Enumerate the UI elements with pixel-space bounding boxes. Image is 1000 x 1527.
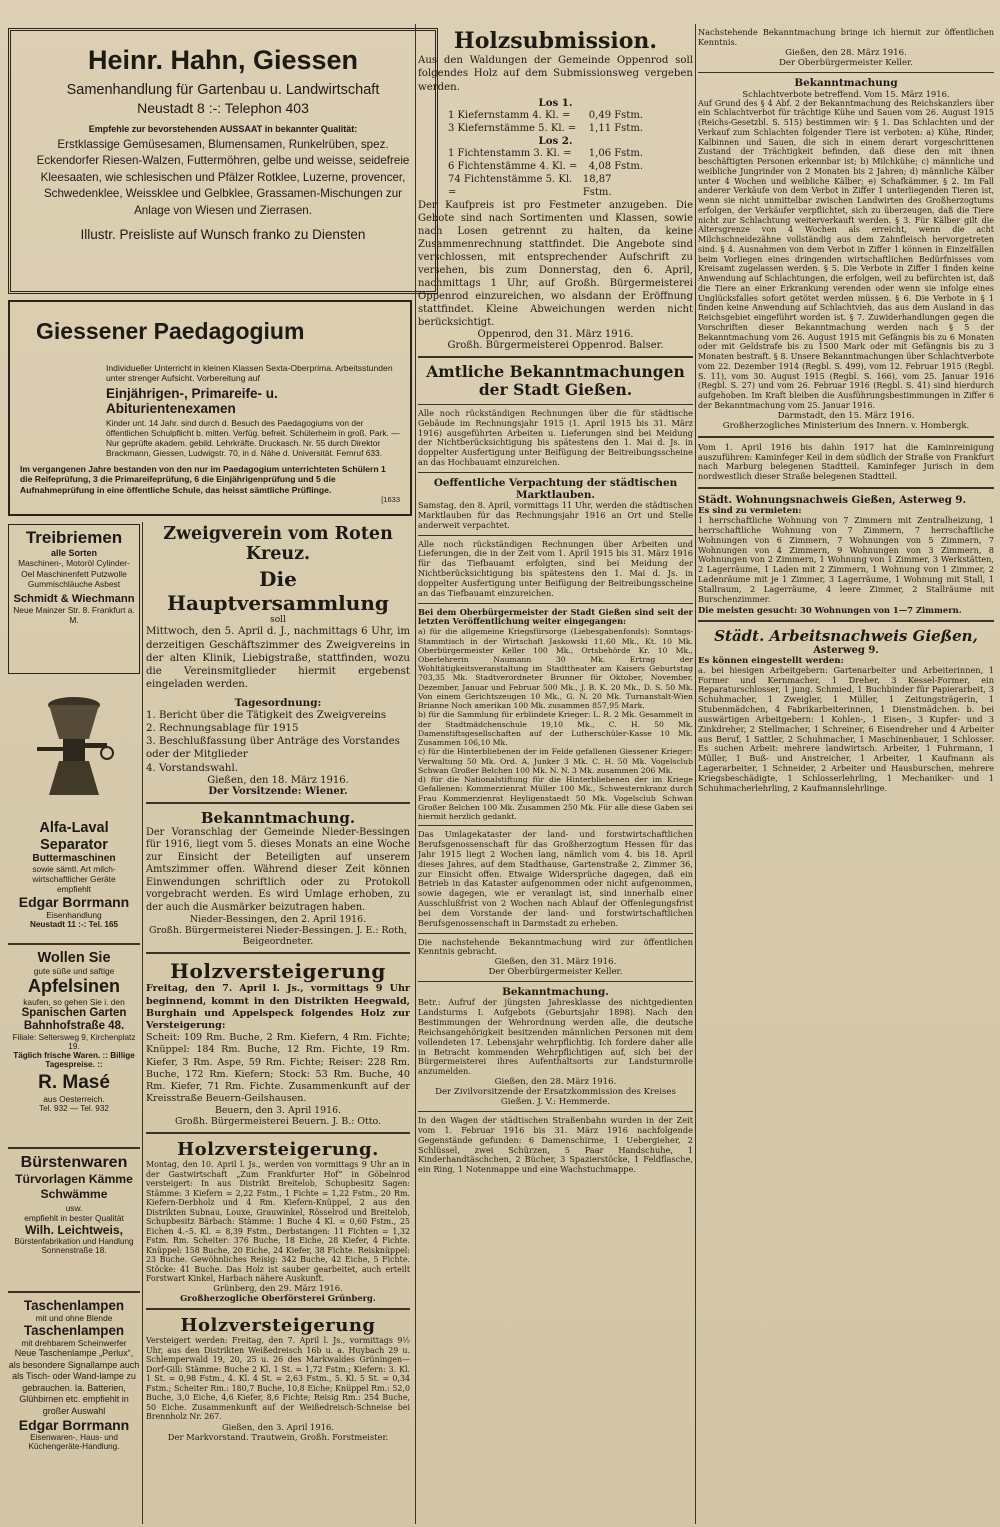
hahn-line1: Samenhandlung für Gartenbau u. Landwirtschaft (66, 82, 380, 98)
rk-agenda-item: 4. Vorstandswahl. (146, 762, 238, 774)
lamp-sub: mit und ohne Blende (35, 1313, 113, 1323)
lamp-firm: Edgar Borrmann (18, 1417, 130, 1434)
divider (8, 943, 140, 945)
los-row (448, 173, 643, 199)
separator-machine-icon (19, 681, 129, 811)
lamp-body: Neue Taschenlampe „Perlux“, als besondere Signallampe auch als Tisch- oder Wand-lampe zu gebrauchen. Ia. Batterien, Glühbirnen etc. empfiehlt in großer Auswahl (8, 1348, 140, 1416)
bek-title: Bekanntmachung. (200, 808, 356, 827)
divider (8, 1291, 140, 1293)
rk-title: Zweigverein vom Roten Kreuz. (163, 524, 393, 565)
arb-body: a. bei hiesigen Arbeitgebern: Gartenarbeiter und Arbeiterinnen, 1 Former und Kernmacher, 1 Dreher, 3 Kessel-Former, ein Reparaturschlosser, 1 jung. Schmied, 1 Buchbinder für Papierarbeit, 3 Schuhmacher, 1 Zweigler, 1 Müller, 1 Zeitungsträgerin, 1 Stubenmädchen, 4 Fabrikarbeiterinnen, 1 Dienstmädchen. b. bei auswärtigen Arbeitgebern: 1 Kohlen-, 1 Eisen-, 3 Kupfer- und 3 Zinkdreher, 2 Stellmacher, 1 Schreiner, 6 Eisendreher und 4 Arbeiter aus Beruf, 1 Sattler, 2 Schuhmacher, 1 Maschinenbauer, 1 Schlosser. Es suchen Arbeit: mehrere landwirtsch. Arbeiter, 1 Fuhrmann, 1 Müller, 1 Buß- und Anstreicher, 1 Arbeiter, 1 Kaufmann als Lagerarbeiter, 1 Schneider, 2 Arbeiter und Hausburschen, mehrere Kriegsbeschädigte, 1 Schlosserlehrling, 1 Mechaniker- und 1 Schuhmacherlehrling, 2 Kaufmannslehrlinge. (698, 664, 994, 793)
hv3-date: Gießen, den 3. April 1916. (221, 1421, 335, 1432)
top-date: Gießen, den 28. März 1916. (785, 47, 907, 58)
mase-sub: aus Oesterreich. (43, 1094, 105, 1105)
hv2-title: Holzversteigerung. (177, 1139, 379, 1161)
burst-title: Bürstenwaren (20, 1154, 128, 1171)
los1-table (418, 109, 693, 135)
divider (418, 1111, 693, 1112)
hv1-sig: Großh. Bürgermeisterei Beuern. J. B.: Otto. (174, 1116, 382, 1128)
los1-label: Los 1. (538, 96, 573, 109)
buerstenwaren-ad (8, 1154, 140, 1286)
alfa-sub: Buttermaschinen (32, 853, 116, 865)
am-notice-2: Samstag, den 8. April, vormittags 11 Uhr, werden die städtischen Marktlauben für das Rechnungsjahr 1916 an Ort und Stelle anderweit verpachtet. (418, 500, 693, 530)
rk-body: Mittwoch, den 5. April d. J., nachmittags 6 Uhr, im derzeitigen Geschäftszimmer des Zweigvereins in der alten Klinik, Liebigstraße, stattfinden, wozu die Vereinsmitglieder hiermit ergebenst eingeladen werden. (146, 626, 410, 691)
alfa-rec: empfiehlt (57, 884, 91, 895)
bek2-sig: Der Zivilvorsitzende der Ersatzkommission des Kreises Gießen. J. V.: Hemmerde. (435, 1087, 676, 1108)
c4-bek-sub: Schlachtverbote betreffend. Vom 15. März 1916. (742, 88, 950, 99)
c4-bek-body: Auf Grund des § 4 Abf. 2 der Bekanntmachung des Reichskanzlers über ein Schlachtverbot für trächtige Kühe und Sauen vom 26. August 1915 (Reichs-Gesetzbl. S. 515) bestimmen wir: § 1. Das Schlachten und der Verkauf zum Schlachten folgender Tiere ist verboten: a) Kühe, Rinder, Kalbinnen und Sauen, die sich in einem derart vorgeschrittenen Zustand der Trächtigkeit befinden, daß diese den mit ihnen beschäftigten Personen erkennbar ist; b) Milchkühe; c) männliche und weibliche Jungrinder von 2 Monaten bis 2 Jahren; d) männliche Kälber unter 4 Wochen und weibliche Kälber; e) Schafkämmer. § 2. Im Fall anderer Verkäufe von dem Verbot in Ziffer 1 unterliegenden Tieren ist, wenn sie nicht unmittelbar zwischen Landwirten des Großherzogtums erfolgen, der Verkäufer verpflichtet, sich zu überzeugen, daß die Tiere nicht zur Schlachtung weiterverkauft werden. § 3. Für Kälber gilt die Altersgrenze von 4 Wochen als erreicht, wenn die acht Milchschneidezähne vollständig aus dem Zahnfleisch hervorgetreten sind. § 4. Ausnahmen von dem Verbot in Ziffer 1 können in Einzelfällen beim Vorliegen eines dringenden wirtschaftlichen Bedürfnisses vom Kreisamt zugelassen werden. § 5. Die Verbote in Ziffer 1 finden keine Anwendung auf Schlachtungen, die erfolgen, weil zu befürchten ist, daß die Tiere an einer Erkrankung verenden oder wenn sie infolge eines Unglücksfalles sofort getötet werden müssen. § 6. Die Verbote in § 1 finden keine Anwendung auf Schlachtvieh, das aus dem Ausland in das Reichsgebiet eingeführt worden ist. § 7. Zuwiderhandlungen gegen die Vorschriften dieser Bekanntmachung werden nach § 5 der Bekanntmachung vom 26. August 1915 mit Gefängnis bis zu 6 Monaten oder mit Geldstrafe bis zu 1500 Mark oder mit Gefängnis bis zu 3 Monaten bestraft. § 8. Unsere Bekanntmachungen über Schlachtverbote vom 22. Dezember 1914 (Regbl. S. 499), vom 12. Februar 1915 (Regbl. S. 11), vom 30. August 1915 (Regbl. S. 166), vom 25. Januar 1916 (Regbl. S. 27) und vom 26. Februar 1916 (Regbl. S. 41) sind hierdurch aufgehoben. Im Kraft bleiben die Ausführungsbestimmungen in Ziffer 6 der Bekanntmachung vom 25. Januar 1916. (698, 98, 994, 410)
rk-soll: soll (270, 615, 286, 626)
alfa-body: sowie sämtl. Art milch-wirtschaftlicher Geräte (32, 864, 116, 885)
column-rule (415, 24, 416, 1524)
divider (418, 981, 693, 982)
hv3-body: Versteigert werden: Freitag, den 7. April l. Js., vormittags 9½ Uhr, aus den Distrikten Weißedreisch 16b u. a. Huybach 29 u. Schlemperwald 19, 20, 25 u. 26 des Markwaldes Grüningen—Dorf-Gill: Stämme: Buche 2 Kl. 1 St. = 1,72 Fstm.; Kiefern: 3. Kl. 1 St. = 0,98 Fstm., 4. Kl. 4 St. = 2,63 Fstm., 5. Kl. 5 St. = 0,34 Fstm.; Scheiter Rm.: 180,7 Buche, 10,8 Eiche; Knüppel Rm.: 52,0 Buche, 3,0 Eiche, 4,6 Kiefer, 8,6 Fichte; Reisig Rm.: 254 Buche, 50 Eiche. Zusammenkunft auf der Weißedreisch-Schneise bei Brennholz Nr. 267. (146, 1336, 410, 1422)
am-notice-4: a) für die allgemeine Kriegsfürsorge (Liebesgabenfonds): Sonntags-Stammtisch in der Wirtschaft Jaskowski 11,60 Mk., Kt. 10 Mk. Oberbürgermeister Keller 100 Mk., Ortsbehörde Kr. 10 Mk., Oberlehrerin Naumann 30 Mk. Ertrag der Wohltätigkeitsveranstaltung im Stadttheater am Kaisers Geburtstag 703,35 Mk. Stadtverordneter Brunner für Oktober, November, Dezember, Januar und Februar 500 Mk., J. B. K. 20 Mk., D. S. 50 Mk. Von einem Gerichtszeugen 10 Mk., G. N. 20 Mk. Turnanstalt-Wien Brianne Noch amerikan 100 Mk. zusammen 857,95 Mark. (418, 627, 693, 711)
paed-title: Giessener Paedagogium (36, 318, 305, 344)
apfelsinen-ad (8, 950, 140, 1142)
hahn-advertisement (8, 28, 438, 294)
hs-body: Aus den Waldungen der Gemeinde Oppenrod soll folgendes Holz auf dem Submissionsweg vergeben werden. (418, 55, 693, 93)
divider (418, 404, 693, 405)
treib-title: Treibriemen (25, 528, 123, 547)
divider (698, 436, 994, 438)
los-item: 1 Kiefernstamm 4. Kl. = (448, 109, 571, 121)
am-notice-8: Das Umlagekataster der land- und forstwirtschaftlichen Berufsgenossenschaft für das Großherzogtum Hessen für das Jahr 1915 liegt 2 Wochen lang, nämlich vom 4. bis 18. April dieses Jahres, auf dem Stadthause, Gartenstraße 2, Zimmer 36, zur Einsicht offen. Etwaige Widersprüche dagegen, daß ein Betrieb in das Kataster aufgenommen oder nicht aufgenommen, sowie dagegen, wie er veranlagt ist, sind innerhalb einer Ausschlußfrist von 2 Wochen nach Ablauf der Offenlegungsfrist bei dem Vorstande der land- und forstwirtschaftlichen Berufsgenossenschaft in Darmstadt zu erheben. (418, 829, 693, 928)
burst-usw: usw. (65, 1202, 83, 1213)
top-notice: Nachstehende Bekanntmachung bringe ich hiermit zur öffentlichen Kenntnis. (698, 28, 994, 47)
am9-sig: Der Oberbürgermeister Keller. (488, 967, 623, 978)
rk-agenda-item: 3. Beschlußfassung über Anträge des Vorstandes oder der Mitglieder (146, 736, 400, 761)
rein-notice: Vom 1. April 1916 bis dahin 1917 hat die Kaminreinigung auszuführen: Kaminfeger Keil in dem südlich der Straße von Frankfurt nach Marburg belegenen Stadtteil. Kaminfeger Jurisch in dem nordwestlich dieser Straße belegenen Stadtteil. (698, 441, 994, 482)
los-item: 74 Fichtenstämme 5. Kl. = (448, 173, 573, 198)
los-volume: 1,11 Fstm. (588, 122, 643, 134)
burst-addr: Bürstenfabrikation und Handlung Sonnenstraße 18. (14, 1236, 134, 1255)
hv2-sig: Großherzogliche Oberförsterei Grünberg. (180, 1293, 376, 1304)
arb-addr: Asterweg 9. (813, 644, 879, 656)
los2-label: Los 2. (538, 134, 573, 147)
burst-items: Türvorlagen Kämme Schwämme (15, 1172, 133, 1202)
treib-addr: Neue Mainzer Str. 8. Frankfurt a. M. (13, 604, 135, 625)
hv1-date: Beuern, den 3. April 1916. (214, 1105, 342, 1117)
am-notice-7: d) für die Nationalstiftung für die Hinterbliebenen der im Kriege Gefallenen: Kommerzienrat Müller 100 Mk., Schwesternkranz durch Frau Kommerzienrat Heyligenstaedt 50 Mk. Vogelsclub Schwan Großer Belchen 100 Mk. Zusammen 250 Mk. Für alle diese Gaben sei hiermit herzlich gedankt. (418, 775, 693, 821)
divider (418, 356, 693, 358)
treib-firm: Schmidt & Wiechmann (13, 592, 135, 605)
paed-intro: Individueller Unterricht in kleinen Klassen Sexta-Oberprima. Arbeitsstunden unter strenger Aufsicht. Vorbereitung auf (106, 363, 393, 384)
am-title: Amtliche Bekanntmachungen der Stadt Gießen. (426, 361, 685, 400)
am-notice-6: c) für die Hinterbliebenen der im Felde gefallenen Giessener Krieger: Verwaltung 50 Mk. Ord. A. Junker 3 Mk. C. H. 50 Mk. Vogelsclub Schwan Großer Belchen 100 Mk. N. N. 3 Mk. zusammen 206 Mk. (418, 747, 693, 775)
alfa-title: Alfa-Laval Separator (39, 820, 109, 853)
am-notice-5: b) für die Sammlung für erblindete Krieger: L. R. 2 Mk. Gesammelt in der Stadtmädchenschule 19,10 Mk., C. H. 50 Mk. Damenstiftsgesellschaften auf der Lutherschüler-Kasse 10 Mk. Zusammen 106,10 Mk. (418, 710, 693, 748)
rk-agenda-item: 1. Bericht über die Tätigkeit des Zweigvereins (146, 709, 387, 721)
alfa-addr: Eisenhandlung (46, 910, 102, 921)
divider (698, 487, 994, 489)
hv3-title: Holzversteigerung (180, 1315, 376, 1337)
los-volume: 1,06 Fstm. (588, 147, 643, 159)
column-rule (142, 522, 143, 1524)
divider (698, 72, 994, 73)
hs-title: Holzsubmission. (453, 28, 658, 54)
lamp-addr: Eisenwaren-, Haus- und Küchengeräte-Handlung. (28, 1433, 120, 1452)
los2-table (418, 147, 693, 199)
los-item: 6 Fichtenstämme 4. Kl. = (448, 160, 578, 172)
los-volume: 0,49 Fstm. (588, 109, 643, 121)
wohn-title: Städt. Wohnungsnachweis Gießen, Asterweg 9. (698, 494, 967, 507)
paed-ref: [1633 (381, 495, 400, 505)
divider (146, 1132, 410, 1134)
mase-tel: Tel. 932 — Tel. 932 (39, 1104, 109, 1114)
hv2-date: Grünberg, den 29. März 1916. (213, 1283, 343, 1294)
paed-exams: Einjährigen-, Primareife- u. Abiturientenexamen (106, 385, 278, 416)
hs-sig: Großh. Bürgermeisterei Oppenrod. Balser. (447, 339, 664, 351)
wohn-sub: Es sind zu vermieten: (698, 506, 802, 517)
alfa-firm: Edgar Borrmann (18, 894, 130, 911)
divider (418, 603, 693, 604)
arb-title: Städt. Arbeitsnachweis Gießen, (714, 626, 978, 645)
wohn-body: 1 herrschaftliche Wohnung von 7 Zimmern mit Zentralheizung, 1 herrschaftliche Wohnung von 7 Zimmern, 7 herrschaftliche Wohnungen von 6 Zimmern, 7 Wohnungen von 5 Zimmern, 7 Wohnungen von 4 Zimmern, 9 Wohnungen von 3 Zimmern, 8 Wohnungen von 2 Zimmern, 1 Wohnung von 1 Zimmer, 3 Werkstätten, 2 Lagerräume, 1 Laden mit 2 Zimmern, 1 Wohnung von 1 Zimmer, 2 Ladenräume mit je 1 Zimmer, 3 Lagerräume, 1 Wohnung mit Stall, 1 Stallraum, 2 Lagerräume, 4 leere Zimmer, 2 Stallräume mit Burschenzimmer. (698, 515, 994, 604)
apf-filiale: Filiale: Seltersweg 9, Kirchenplatz 19. (12, 1033, 136, 1052)
paedagogium-advertisement (8, 300, 412, 516)
left-ads-column (8, 524, 140, 1524)
los-row (448, 147, 643, 160)
bek-body: Der Voranschlag der Gemeinde Nieder-Bessingen für 1916, liegt vom 5. dieses Monats an eine Woche zur Einsicht der Beteiligten auf unserem Amtszimmer offen. Während dieser Zeit können Einwendungen schriftlich oder zu Protokoll vorgebracht werden. Es wird Umlage erhoben, zu der auch die Ausmärker beizutragen haben. (146, 826, 410, 913)
taschenlampen-ad (8, 1298, 140, 1498)
column-rule (695, 24, 696, 1524)
los-row (448, 109, 643, 122)
treib-sub: alle Sorten (50, 548, 97, 558)
treib-body: Maschinen-, Motoröl Cylinder-Oel Maschinenfett Putzwolle Gummischläuche Asbest (18, 558, 130, 589)
divider (146, 1308, 410, 1310)
hv1-body: Freitag, den 7. April l. Js., vormittags 9 Uhr beginnend, kommt in den Distrikten Heegwald, Burghain und Appelspeck folgendes Holz zur Versteigerung: (146, 983, 410, 1031)
fund-notice: In den Wagen der städtischen Straßenbahn wurden in der Zeit vom 1. Februar 1916 bis 31. März 1916 nachfolgende Gegenstände gefunden: 6 Damenschirme, 1 Uebergieher, 2 Schlüssel, zwei Schürzen, 5 Paar Handschuhe, 1 Kinderhandtäschchen, 2 Bücher, 3 Spazierstöcke, 1 Feldflasche, ein Ring, 1 Notenmappe und eine Wachstuchmappe. (418, 1115, 693, 1175)
hahn-line3: Empfehle zur bevorstehenden AUSSAAT in bekannter Qualität: (88, 124, 358, 134)
am-notice-1: Alle noch rückständigen Rechnungen über die für städtische Gebäude im Rechnungsjahr 1915 (1. April 1915 bis 31. März 1916) ausgeführten Arbeiten u. Lieferungen sind bei Meidung der Nichtberücksichtigung bis spätestens den 1. Mai d. Js. in doppelter Ausfertigung unter Beifügung der Beitreibungsscheine an das Hochbauamt einzureichen. (418, 407, 693, 468)
divider (146, 952, 410, 954)
am-notice-9: Die nachstehende Bekanntmachung wird zur öffentlichen Kenntnis gebracht. (418, 936, 693, 957)
los-item: 1 Fichtenstamm 3. Kl. = (448, 147, 572, 159)
hahn-line2: Neustadt 8 :-: Telephon 403 (137, 100, 309, 116)
burst-body: empfiehlt in bester Qualität (24, 1212, 124, 1223)
divider (418, 535, 693, 536)
c4-bek-date: Darmstadt, den 15. März 1916. (777, 410, 915, 421)
bek2-date: Gießen, den 28. März 1916. (494, 1077, 617, 1088)
burst-firm: Wilh. Leichtweis, (24, 1222, 124, 1237)
hv3-sig: Der Markvorstand. Trautwein, Großh. Forstmeister. (167, 1431, 389, 1442)
bek-date: Nieder-Bessingen, den 2. April 1916. (189, 914, 367, 926)
paed-result: Im vergangenen Jahre bestanden von den nur im Paedagogium unterrichteten Schülern 1 die Reifeprüfung, 3 die Primareifeprüfung, 6 die Einjährigenprüfung und 5 die Aufnahmeprüfung in eine öffentliche Schule, das heisst sämtliche Prüflinge. (20, 463, 386, 495)
hv2-body: Montag, den 10. April l. Js., werden von vormittags 9 Uhr an in der Gastwirtschaft „Zum Frankfurter Hof“ in Göbelnrod versteigert: In aus Distrikt Breitelob, Schupbesitz Sagen: Stämme: 3 Kiefern = 2,22 Fstm., 1 Fichte = 1,22 Fstm., 20 Rm. Kiefern-Derbholz und 4 Rm. Kiefern-Knüppel, 2 aus den Distrikten Subnau, Louxe, Grauwinkel, Rösselrod und Breitelob, Schupbesitz Bärbach: Stämme: 1 Buche 4 Kl. = 0,60 Fstm., 25 Eichen 4.–5. Kl. = 8,39 Fstm., Derbstangen: 11 Fichten = 1,32 Fstm. Rm. Scheiter: 376 Buche, 18 Eiche, 28 Kiefer, 4 Fichte. Knüppel: 158 Buche, 20 Eiche, 24 Kiefer, 38 Fichte. Reisknüppel: 23 Buche. Gewöhnliches Reisig: 342 Buche, 42 Eiche, 5 Fichte. Stöcke: 41 Buche. Das Holz ist sauber gearbeitet, auch erteilt Forstwart Kinkel, Harbach nähere Auskunft. (146, 1160, 410, 1283)
alfa-tel: Neustadt 11 :-: Tel. 165 (29, 920, 119, 930)
los-row (448, 122, 643, 135)
bek-sig: Großh. Bürgermeisterei Nieder-Bessingen. J. E.: Roth, Beigeordneter. (149, 925, 407, 948)
lamp-title2: Taschenlampen (23, 1323, 125, 1338)
hv1-list: Scheit: 109 Rm. Buche, 2 Rm. Kiefern, 4 Rm. Fichte; Knüppel: 184 Rm. Buche, 12 Rm. Fichte, 19 Rm. Kiefer, 3 Rm. Aspe, 59 Rm. Fichte; Reiser: 228 Rm. Buche, 172 Rm. Kiefern; Stock: 53 Rm. Buche, 40 Rm. Kiefer, 71 Rm. Fichte. Zusammenkunft auf der Kreisstraße Beuern-Geilshausen. (146, 1032, 410, 1105)
divider (418, 472, 693, 473)
apf-extra: Täglich frische Waren. :: Billige Tagespreise. :: (13, 1051, 135, 1070)
lamp-title: Taschenlampen (23, 1298, 125, 1313)
rk-sig: Der Vorsitzende: Wiener. (208, 785, 348, 797)
mase-name: R. Masé (38, 1072, 110, 1094)
top-sig: Der Oberbürgermeister Keller. (779, 57, 913, 68)
am2-title: Oeffentliche Verpachtung der städtischen Marktlauben. (433, 477, 678, 501)
rk-agenda-item: 2. Rechnungsablage für 1915 (146, 722, 299, 734)
c4-bek-sig: Großherzogliches Ministerium des Innern. v. Hombergk. (722, 420, 970, 431)
rk-agenda-title: Tagesordnung: (234, 696, 322, 709)
divider (418, 825, 693, 826)
bek2-title: Bekanntmachung. (502, 986, 609, 999)
am-notice-3: Alle noch rückständigen Rechnungen über Arbeiten und Lieferungen, die in der Zeit vom 1. April 1915 bis 31. März 1916 für das Tiefbauamt erfolgten, sind bei Meidung der Nichtberücksichtigung bis spätestens den 1. Mai d. Js. in doppelter Ausfertigung unter Beifügung der Beitreibungsscheine an das Tiefbauamt einzureichen. (418, 538, 693, 598)
hahn-name: Heinr. Hahn, Giessen (87, 45, 359, 75)
los-row (448, 160, 643, 173)
am4-title: Bei dem Oberbürgermeister der Stadt Gießen sind seit der letzten Veröffentlichung weiter eingegangen: (418, 606, 693, 627)
apf-head: Wollen Sie (37, 950, 111, 966)
hs-text: Der Kaufpreis ist pro Festmeter anzugeben. Die Gebote sind nach Sortimenten und Klassen, sowie nach Losen getrennt zu halten, da keine Zusammenrechnung stattfindet. Die Angebote sind verschlossen, mit entsprechender Aufschrift zu versehen, bis zum Donnerstag, den 6. April, nachmittags 1 Uhr, auf Großh. Bürgermeisterei Oppenrod einzureichen, wo alsdann der Eröffnung stattfindet. Kleine Abweichungen werden nicht berücksichtigt. (418, 199, 693, 328)
hv1-title: Holzversteigerung (170, 959, 386, 984)
apf-body: kaufen, so gehen Sie i. den (23, 997, 125, 1007)
los-item: 3 Kiefernstämme 5. Kl. = (448, 122, 577, 134)
arb-sub: Es können eingestellt werden: (698, 655, 844, 666)
los-volume: 18,87 Fstm. (582, 173, 612, 198)
divider (418, 933, 693, 934)
los-volume: 4,08 Fstm. (588, 160, 643, 172)
rk-date: Gießen, den 18. März 1916. (207, 774, 349, 786)
c4-bek-title: Bekanntmachung (794, 76, 898, 89)
apf-sub: gute süße und saftige (33, 966, 115, 976)
rk-head: Die Hauptversammlung (167, 567, 389, 616)
alfa-laval-ad (8, 674, 140, 938)
lamp-sub2: mit drehbarem Scheinwerfer (21, 1338, 127, 1348)
column-two (146, 524, 410, 1524)
column-four (698, 28, 994, 1524)
paed-body: Kinder unt. 14 Jahr. sind durch d. Besuch des Paedagogiums von der öffentlichen Schulpflicht b. mitten. Verfüg. befreit. Schülerheim in groß. Park. — Nur geprüfte akadem. gebild. Lehrkräfte. Druckasch. Nr. 55 durch Direktor Brackmann, Giessen, Ludwigstr. 70, in d. Nähe d. Universität. Fernruf 633. (106, 417, 400, 458)
divider (146, 802, 410, 804)
divider (8, 1147, 140, 1149)
divider (698, 620, 994, 622)
am9-date: Gießen, den 31. März 1916. (494, 957, 617, 968)
apf-title: Apfelsinen (27, 976, 120, 996)
rk-agenda (146, 709, 410, 775)
column-three (418, 28, 693, 1524)
bek2-body: Betr.: Aufruf der jüngsten Jahresklasse des nichtgedienten Landsturms I. Aufgebots (Geburtsjahr 1898). Nach den Bestimmungen der Wehrordnung werden alle, die deutsche Reichsangehörigkeit besitzenden männlichen Personen mit dem vollendeten 17. Lebensjahr wehrpflichtig. Ich fordere daher alle in Betracht kommenden Wehrpflichtigen auf, sich bei der Bürgermeisterei ihres Aufenthaltsorts zur Landsturmrolle anzumelden. (418, 997, 693, 1077)
hahn-footer: Illustr. Preisliste auf Wunsch franko zu Diensten (80, 227, 366, 243)
apf-place: Spanischen Garten Bahnhofstraße 48. (21, 1007, 127, 1033)
wohn-foot: Die meisten gesucht: 30 Wohnungen von 1—7 Zimmern. (698, 604, 962, 615)
treibriemen-ad (8, 524, 140, 674)
hahn-body: Erstklassige Gemüsesamen, Blumensamen, Runkelrüben, spez. Eckendorfer Riesen-Walzen, Futtermöhren, gelbe und weisse, seidefreie Kleesaaten, wie schlesischen und Pfälzer Rotklee, Luzerne, provencer, Schwedenklee, Weissklee und Gelbklee, Grassamen-Mischungen zur Anlage von Wiesen und Zierrasen. (36, 138, 410, 217)
hs-date: Oppenrod, den 31. März 1916. (477, 328, 634, 340)
